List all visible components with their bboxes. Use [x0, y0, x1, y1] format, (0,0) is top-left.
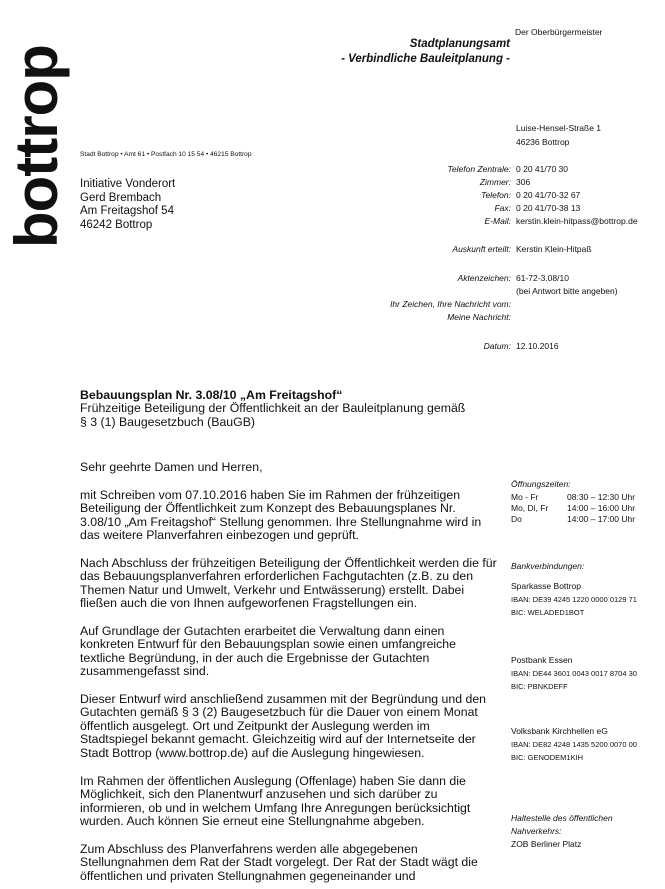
bank-iban: IBAN: DE39 4245 1220 0000 0129 71 — [511, 595, 637, 604]
email-link[interactable]: kerstin.klein-hitpass@bottrop.de — [516, 216, 638, 226]
transit-title-line: Nahverkehrs: — [511, 826, 562, 836]
contact-label: Zimmer: — [479, 177, 511, 187]
contact-label: Meine Nachricht: — [447, 312, 511, 322]
hours-row — [511, 503, 635, 514]
paragraph-1: mit Schreiben vom 07.10.2016 haben Sie im Rahmen der frühzeitigen Beteiligung der Öffentlichkeit zum Konzept des Bebauungsplanes Nr. 3.08/10 „Am Freitagshof“ Stellung genommen. Ihre Stellungnahme wird in das weitere Planverfahren einbezogen und geprüft. — [80, 488, 482, 543]
subject-block — [80, 389, 520, 429]
paragraph-5: Im Rahmen der öffentlichen Auslegung (Offenlage) haben Sie dann die Möglichkeit, sich den Planentwurf anzusehen und sich darüber zu informieren, ob und in welchem Umfang Ihre Anregungen berücksichtigt wurden. Auch können Sie erneut eine Stellungnahme abgeben. — [80, 774, 471, 829]
contact-label: Telefon Zentrale: — [447, 164, 511, 174]
bank-name: Sparkasse Bottrop — [511, 581, 581, 591]
contact-label: E-Mail: — [484, 216, 511, 226]
transit-title-line: Haltestelle des öffentlichen — [511, 813, 613, 823]
bank-bic: BIC: PBNKDEFF — [511, 682, 568, 691]
hours-table — [511, 492, 635, 525]
contact-value: 12.10.2016 — [516, 341, 559, 351]
contact-label: Ihr Zeichen, Ihre Nachricht vom: — [390, 299, 511, 309]
recipient-line: Am Freitagshof 54 — [80, 205, 174, 217]
bank-bic: BIC: WELADED1BOT — [511, 608, 585, 617]
bank-bic: BIC: GENODEM1KIH — [511, 753, 584, 762]
recipient-line: Initiative Vonderort — [80, 178, 176, 190]
hours-title: Öffnungszeiten: — [511, 479, 571, 489]
office-street: Luise-Hensel-Straße 1 — [516, 123, 602, 133]
transit-stop: ZOB Berliner Platz — [511, 839, 582, 849]
contact-label: Auskunft erteilt: — [452, 244, 511, 254]
recipient-line: Gerd Brembach — [80, 191, 162, 204]
contact-label: Fax: — [494, 203, 511, 213]
hours-time: 14:00 – 17:00 Uhr — [567, 514, 636, 524]
hours-days: Mo, Di, Fr — [511, 503, 549, 513]
hours-time: 08:30 – 12:30 Uhr — [567, 492, 636, 502]
transit-title — [511, 812, 613, 838]
contact-value: 306 — [516, 177, 531, 187]
hours-days: Do — [511, 514, 522, 524]
subject-title: Bebauungsplan Nr. 3.08/10 „Am Freitagshof“ — [80, 388, 343, 402]
logo-text: bottrop — [3, 45, 70, 248]
bottrop-logo — [2, 45, 72, 248]
subject-line: § 3 (1) Baugesetzbuch (BauGB) — [80, 414, 255, 429]
subject-line: Frühzeitige Beteiligung der Öffentlichkeit an der Bauleitplanung gemäß — [80, 401, 466, 416]
office-city: 46236 Bottrop — [516, 137, 570, 147]
paragraph-6: Zum Abschluss des Planverfahrens werden alle abgegebenen Stellungnahmen dem Rat der Stadt vorgelegt. Der Rat der Stadt wägt die öffentlichen und privaten Stellungnahmen gegeneinander und — [80, 842, 478, 883]
recipient-line: 46242 Bottrop — [80, 218, 153, 231]
bank-iban: IBAN: DE82 4248 1435 5200 0070 00 — [511, 740, 637, 749]
office-title: Stadtplanungsamt — [409, 38, 510, 50]
mayor-label: Der Oberbürgermeister — [515, 27, 603, 37]
contact-value: 0 20 41/70 30 — [516, 164, 568, 174]
recipient-address — [80, 178, 175, 232]
bank-entry — [511, 726, 637, 763]
paragraph-2: Nach Abschluss der frühzeitigen Beteiligung der Öffentlichkeit werden die für das Bebauungsplanverfahren erforderlichen Fachgutachten (z.B. zu den Themen Natur und Umwelt, Verkehr und Entwässerung) erstellt. Dabei fließen auch die von Ihnen aufgeworfenen Fragstellungen ein. — [80, 556, 497, 611]
banks-title: Bankverbindungen: — [511, 561, 585, 571]
contact-value: 0 20 41/70-32 67 — [516, 190, 581, 200]
contact-label: Datum: — [483, 341, 511, 351]
contact-value: 0 20 41/70-38 13 — [516, 203, 581, 213]
bank-entry — [511, 655, 637, 692]
hours-time: 14:00 – 16:00 Uhr — [567, 503, 636, 513]
contact-label: Telefon: — [481, 190, 511, 200]
contact-value: Kerstin Klein-Hitpaß — [516, 244, 592, 254]
bank-name: Postbank Essen — [511, 655, 573, 665]
hours-days: Mo - Fr — [511, 492, 539, 502]
bank-iban: IBAN: DE44 3601 0043 0017 8704 30 — [511, 669, 637, 678]
bank-entry — [511, 581, 637, 618]
hours-row — [511, 492, 635, 503]
salutation: Sehr geehrte Damen und Herren, — [80, 460, 263, 474]
paragraph-4: Dieser Entwurf wird anschließend zusammen mit der Begründung und den Gutachten gemäß § 3 (2) Baugesetzbuch für die Dauer von einem Monat öffentlich ausgelegt. Ort und Zeitpunkt der Auslegung werden im Stadtspiegel bekannt gemacht. Gleichzeitig wird auf der Internetseite der Stadt Bottrop (www.bottrop.de) auf die Auslegung hingewiesen. — [80, 692, 487, 760]
office-subtitle: - Verbindliche Bauleitplanung - — [341, 53, 510, 65]
bank-name: Volksbank Kirchhellen eG — [511, 726, 608, 736]
sender-line: Stadt Bottrop • Amt 61 • Postfach 10 15 54 • 46215 Bottrop — [80, 151, 252, 158]
hours-row — [511, 514, 635, 525]
contact-label: Aktenzeichen: — [457, 273, 511, 283]
aktenzeichen-note: (bei Antwort bitte angeben) — [516, 286, 618, 296]
paragraph-3: Auf Grundlage der Gutachten erarbeitet die Verwaltung dann einen konkreten Entwurf für den Bebauungsplan sowie einen umfangreiche textliche Begründung, in der auch die Ergebnisse der Gutachten zusammengefasst sind. — [80, 624, 456, 679]
contact-value: 61-72-3.08/10 — [516, 273, 569, 283]
